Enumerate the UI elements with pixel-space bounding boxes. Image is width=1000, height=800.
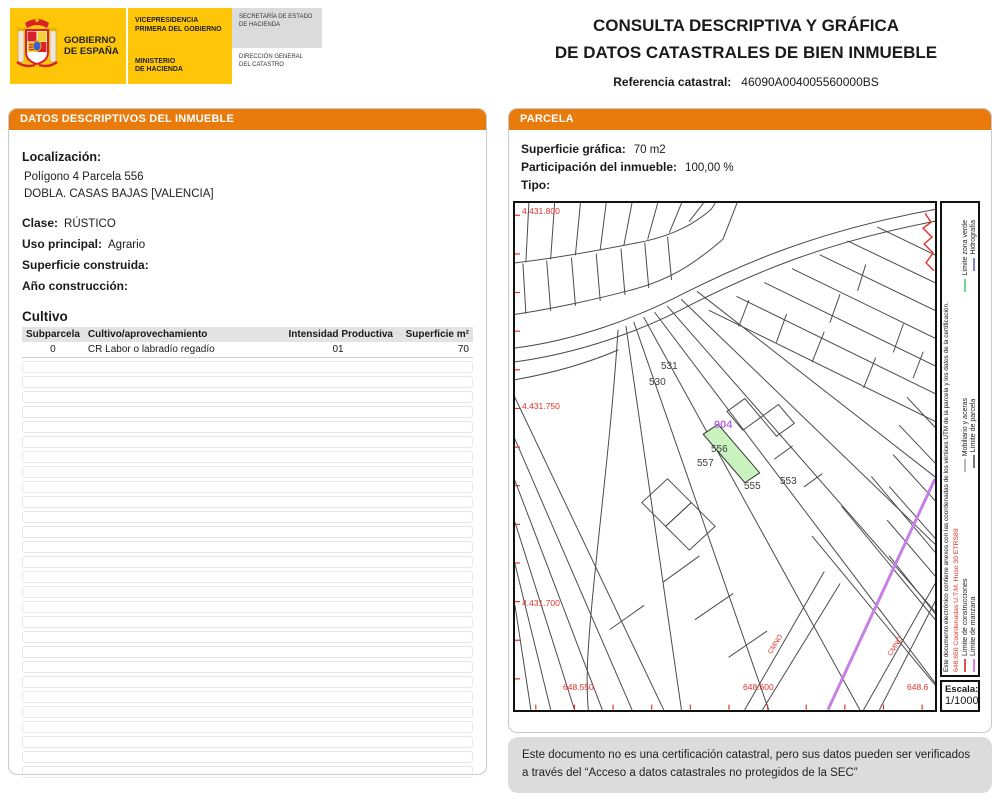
map-legend-box xyxy=(940,201,980,677)
legend-item xyxy=(970,596,977,672)
empty-table-row xyxy=(22,436,473,448)
field-ano-construccion: Año construcción: xyxy=(22,279,129,293)
empty-table-row xyxy=(22,541,473,553)
empty-table-row xyxy=(22,556,473,568)
rotated-legend-content xyxy=(943,206,977,672)
empty-table-row xyxy=(22,586,473,598)
gobierno-logo xyxy=(10,8,322,84)
empty-table-row xyxy=(22,751,473,763)
datos-descriptivos-header: DATOS DESCRIPTIVOS DEL INMUEBLE xyxy=(9,109,486,130)
manzana-boundary-line xyxy=(828,479,935,710)
empty-table-row xyxy=(22,481,473,493)
empty-table-row xyxy=(22,676,473,688)
empty-table-row xyxy=(22,646,473,658)
escala-box xyxy=(940,680,980,712)
road-name-label: CMNO xyxy=(767,633,785,656)
col-superficie: Superficie m² xyxy=(397,327,473,342)
spain-coat-of-arms-icon xyxy=(15,16,59,76)
legend-swatch xyxy=(964,459,966,472)
logo-secretaria-text: SECRETARÍA DE ESTADO DE HACIENDA xyxy=(232,8,322,48)
legend-label: Límite de construcciones xyxy=(961,578,969,656)
parcel-number-label: 556 xyxy=(711,444,728,455)
empty-table-row xyxy=(22,721,473,733)
field-superficie-construida: Superficie construida: xyxy=(22,258,149,272)
title-line-2: DE DATOS CATASTRALES DE BIEN INMUEBLE xyxy=(554,43,938,63)
legend-label: Límite de parcela xyxy=(970,398,977,453)
empty-table-row xyxy=(22,526,473,538)
logo-ministry-block xyxy=(126,8,232,84)
field-tipo: Tipo: xyxy=(521,178,551,192)
legend-coords-text: 648.650 Coordenadas U.T.M. Huso 30 ETRS89 xyxy=(953,528,961,672)
empty-table-row xyxy=(22,376,473,388)
empty-table-row xyxy=(22,466,473,478)
legend-swatch xyxy=(973,659,975,672)
localizacion-line-1: Polígono 4 Parcela 556 xyxy=(24,171,144,183)
cultivo-empty-rows xyxy=(22,361,473,778)
empty-table-row xyxy=(22,451,473,463)
logo-secretaria-block xyxy=(232,8,322,84)
col-cultivo: Cultivo/aprovechamiento xyxy=(84,327,279,342)
field-superficie-grafica: Superficie gráfica: 70 m2 xyxy=(521,142,666,156)
map-coordinate-label: 648.550 xyxy=(563,682,594,692)
empty-table-row xyxy=(22,616,473,628)
cadastral-map-drawing xyxy=(515,203,935,710)
legend-row1 xyxy=(970,206,977,672)
cultivo-title: Cultivo xyxy=(22,309,68,324)
parcel-number-label: 557 xyxy=(697,458,714,469)
legend-item xyxy=(962,579,969,672)
escala-label: Escala: xyxy=(945,684,979,695)
logo-vicepresidencia-text: VICEPRESIDENCIA PRIMERA DEL GOBIERNO xyxy=(135,17,222,33)
logo-direccion-text: DIRECCIÓN GENERAL DEL CATASTRO xyxy=(239,54,304,68)
legend-swatch xyxy=(973,455,975,468)
legend-swatch xyxy=(964,279,966,292)
empty-table-row xyxy=(22,601,473,613)
title-line-1: CONSULTA DESCRIPTIVA Y GRÁFICA xyxy=(592,16,900,35)
datos-descriptivos-panel xyxy=(8,108,487,775)
empty-table-row xyxy=(22,421,473,433)
table-row: 0 CR Labor o labradío regadío 01 70 xyxy=(22,342,473,358)
legend-label: Mobiliario y aceras xyxy=(961,397,969,457)
empty-table-row xyxy=(22,391,473,403)
referencia-value: 46090A004005560000BS xyxy=(741,75,879,90)
field-clase: Clase: RÚSTICO xyxy=(22,216,116,230)
empty-table-row xyxy=(22,571,473,583)
legend-item xyxy=(970,220,977,271)
map-coordinate-label: 4.431.800 xyxy=(522,206,560,216)
parcel-number-label: 553 xyxy=(780,476,797,487)
map-coordinate-label: 648.6 xyxy=(907,682,929,692)
cultivo-header-row xyxy=(22,327,473,342)
cultivo-table xyxy=(22,327,473,358)
empty-table-row xyxy=(22,511,473,523)
col-subparcela: Subparcela xyxy=(22,327,84,342)
legend-row2 xyxy=(962,206,969,672)
legend-item xyxy=(962,398,969,472)
document-title xyxy=(500,12,992,89)
legend-item xyxy=(970,399,977,469)
field-participacion: Participación del inmueble: 100,00 % xyxy=(521,160,734,174)
empty-table-row xyxy=(22,691,473,703)
empty-table-row xyxy=(22,661,473,673)
logo-ministerio-text: MINISTERIO DE HACIENDA xyxy=(135,57,183,74)
parcel-number-label: 530 xyxy=(649,377,666,388)
parcela-panel xyxy=(508,108,992,733)
parcel-number-label: 555 xyxy=(744,481,761,492)
logo-coat-of-arms-block xyxy=(10,8,126,84)
localizacion-label: Localización: xyxy=(22,150,102,164)
legend-label: Hidrografía xyxy=(970,220,977,255)
empty-table-row xyxy=(22,631,473,643)
empty-table-row xyxy=(22,766,473,778)
map-coordinate-label: 648.600 xyxy=(743,682,774,692)
road-name-label: CMNO xyxy=(887,635,905,658)
referencia-catastral xyxy=(500,75,992,89)
escala-value: 1/1000 xyxy=(945,695,979,707)
legend-note-text: Este documento electrónico contiene anexos con las coordenadas de los vértices UTM de la parcela y los datos de la certificación. xyxy=(943,302,950,672)
empty-table-row xyxy=(22,406,473,418)
cadastral-map xyxy=(513,201,937,712)
legend-swatch xyxy=(973,258,975,271)
parcel-number-label: 004 xyxy=(714,419,733,431)
footer-disclaimer: Este documento no es una certificación catastral, pero sus datos pueden ser verificados a través del “Acceso a datos catastrales no protegidos de la SEC” xyxy=(508,737,992,793)
empty-table-row xyxy=(22,706,473,718)
legend-item xyxy=(962,220,969,292)
localizacion-line-2: DOBLA. CASAS BAJAS [VALENCIA] xyxy=(24,188,214,200)
legend-label: Límite zona verde xyxy=(961,220,969,276)
parcela-header: PARCELA xyxy=(509,109,991,130)
col-intensidad: Intensidad Productiva xyxy=(279,327,397,342)
empty-table-row xyxy=(22,496,473,508)
parcel-number-label: 531 xyxy=(661,361,678,372)
map-coordinate-label: 4.431.700 xyxy=(522,598,560,608)
map-coordinate-label: 4.431.750 xyxy=(522,401,560,411)
field-uso-principal: Uso principal: Agrario xyxy=(22,237,146,251)
logo-gobierno-text: GOBIERNO DE ESPAÑA xyxy=(64,34,119,57)
legend-swatch xyxy=(964,659,966,672)
referencia-label: Referencia catastral: xyxy=(613,75,732,90)
empty-table-row xyxy=(22,361,473,373)
empty-table-row xyxy=(22,736,473,748)
legend-label: Límite de manzana xyxy=(970,596,977,656)
